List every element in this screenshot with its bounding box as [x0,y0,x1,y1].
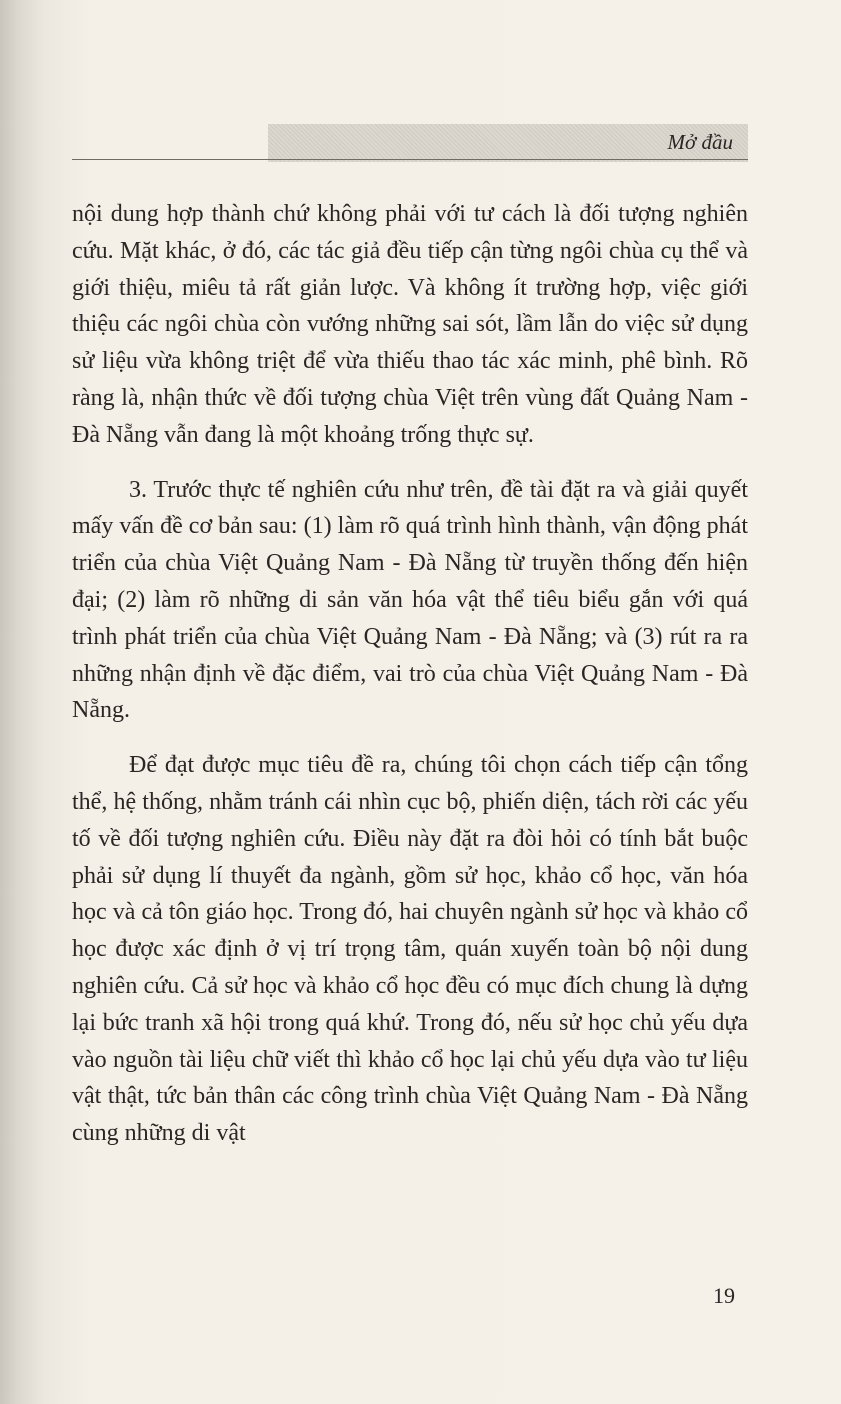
running-header-rule [72,159,748,160]
body-text [72,196,748,1170]
paragraph-continuation: nội dung hợp thành chứ không phải với tư cách là đối tượng nghiên cứu. Mặt khác, ở đó, các tác giả đều tiếp cận từng ngôi chùa cụ thể và giới thiệu, miêu tả rất giản lược. Và không ít trường hợp, việc giới thiệu các ngôi chùa còn vướng những sai sót, lầm lẫn do việc sử dụng sử liệu vừa không triệt để vừa thiếu thao tác xác minh, phê bình. Rõ ràng là, nhận thức về đối tượng chùa Việt trên vùng đất Quảng Nam - Đà Nẵng vẫn đang là một khoảng trống thực sự. [72,201,748,448]
paragraph-approach: Để đạt được mục tiêu đề ra, chúng tôi chọn cách tiếp cận tổng thể, hệ thống, nhằm tránh cái nhìn cục bộ, phiến diện, tách rời các yếu tố về đối tượng nghiên cứu. Điều này đặt ra đòi hỏi có tính bắt buộc phải sử dụng lí thuyết đa ngành, gồm sử học, khảo cổ học, văn hóa học và cả tôn giáo học. Trong đó, hai chuyên ngành sử học và khảo cổ học được xác định ở vị trí trọng tâm, quán xuyến toàn bộ nội dung nghiên cứu. Cả sử học và khảo cổ học đều có mục đích chung là dựng lại bức tranh xã hội trong quá khứ. Trong đó, nếu sử học chủ yếu dựa vào nguồn tài liệu chữ viết thì khảo cổ học lại chủ yếu dựa vào tư liệu vật thật, tức bản thân các công trình chùa Việt Quảng Nam - Đà Nẵng cùng những di vật [72,752,748,1147]
running-header-title: Mở đầu [667,130,733,154]
paragraph-research-questions: 3. Trước thực tế nghiên cứu như trên, đề tài đặt ra và giải quyết mấy vấn đề cơ bản sau: (1) làm rõ quá trình hình thành, vận động phát triển của chùa Việt Quảng Nam - Đà Nẵng từ truyền thống đến hiện đại; (2) làm rõ những di sản văn hóa vật thể tiêu biểu gắn với quá trình phát triển của chùa Việt Quảng Nam - Đà Nẵng; và (3) rút ra ra những nhận định về đặc điểm, vai trò của chùa Việt Quảng Nam - Đà Nẵng. [72,476,748,724]
page-number: 19 [713,1283,735,1308]
